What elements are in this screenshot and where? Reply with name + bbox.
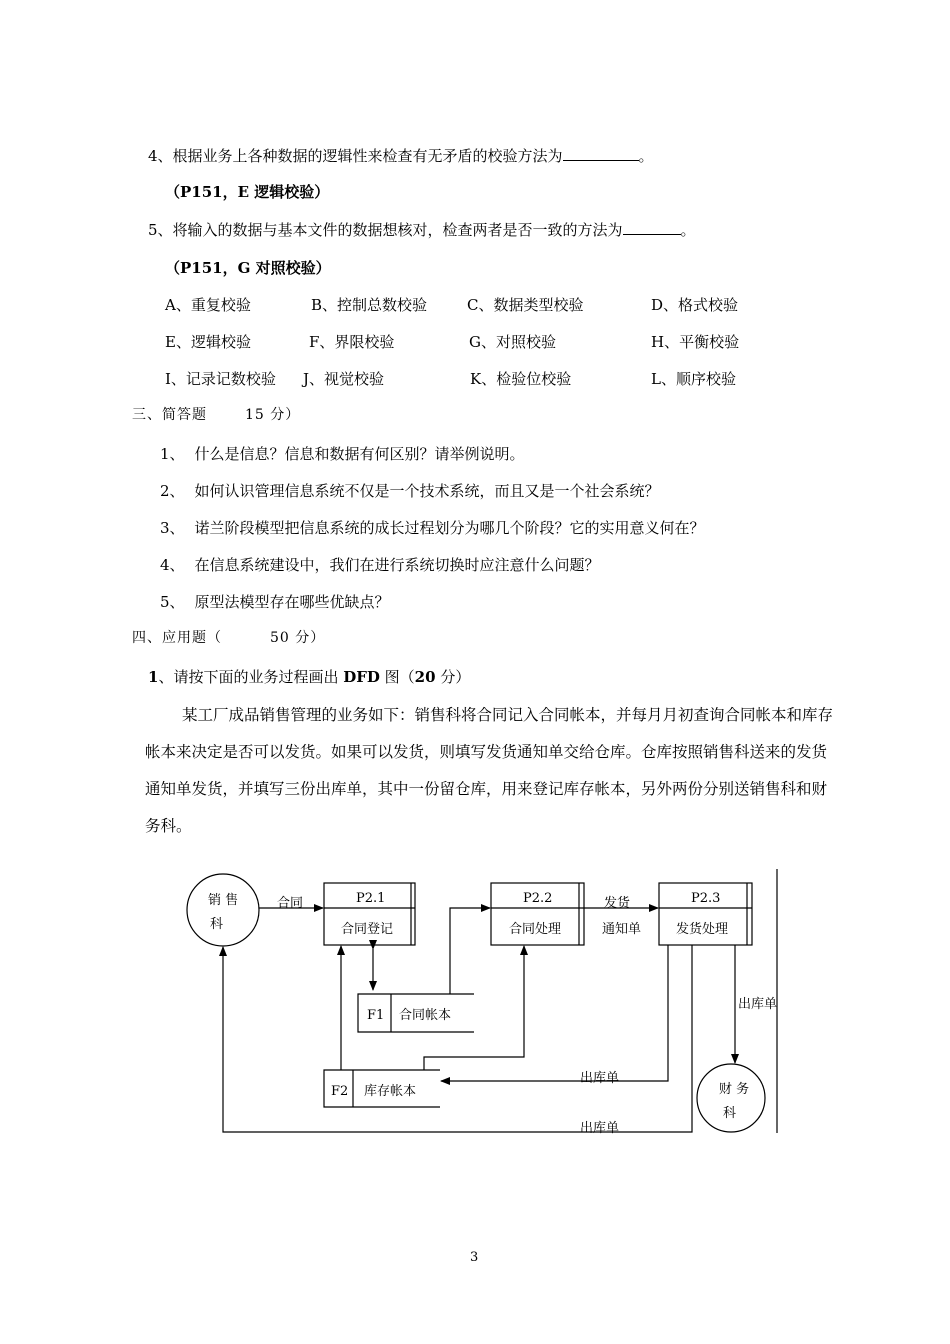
p23-id: P2.3: [691, 891, 721, 906]
option-f: F、界限校验: [309, 333, 395, 351]
question-5-answer: （P151，G 对照校验）: [165, 259, 331, 277]
option-a: A、重复校验: [165, 296, 251, 314]
page-number: 3: [470, 1250, 479, 1265]
ext-sales-label-2: 科: [210, 917, 224, 932]
option-d: D、格式校验: [651, 296, 739, 314]
p22-id: P2.2: [523, 891, 553, 906]
question-5-end: 。: [680, 221, 696, 239]
aq-points: 20: [414, 668, 436, 686]
sq-number: 1、: [160, 445, 185, 463]
flow-out-sales: [223, 945, 692, 1132]
sq-number: 2、: [160, 482, 185, 500]
question-4-text: 4、根据业务上各种数据的逻辑性来检查有无矛盾的校验方法为: [148, 147, 563, 165]
option-i: I、记录记数校验: [165, 370, 276, 388]
sq-text: 诺兰阶段模型把信息系统的成长过程划分为哪几个阶段？它的实用意义何在？: [194, 519, 705, 537]
option-l: L、顺序校验: [651, 370, 736, 388]
flow-out-f2-label: 出库单: [580, 1071, 620, 1086]
question-5-text: 5、将输入的数据与基本文件的数据想核对，检查两者是否一致的方法为: [148, 221, 623, 239]
f2-name: 库存帐本: [364, 1084, 417, 1099]
ext-finance-label-1: 财 务: [719, 1082, 750, 1097]
aq-number: 1: [148, 668, 159, 686]
section-3-title: 三、简答题: [132, 407, 207, 423]
flow-out-sales-label: 出库单: [580, 1121, 620, 1136]
option-h: H、平衡校验: [651, 333, 740, 351]
external-finance-circle: [697, 1064, 765, 1132]
aq-text-pre: 、请按下面的业务过程画出: [158, 668, 344, 686]
ext-sales-label-1: 销 售: [208, 893, 239, 908]
sq-text: 什么是信息？信息和数据有何区别？请举例说明。: [194, 445, 525, 463]
business-description: 某工厂成品销售管理的业务如下：销售科将合同记入合同帐本，并每月月初查询合同帐本和库存帐本来决定是否可以发货。如果可以发货，则填写发货通知单交给仓库。仓库按照销售科送来的发货通知单发货，并填写三份出库单，其中一份留仓库，用来登记库存帐本，另外两份分别送销售科和财务科。: [145, 706, 834, 835]
f1-name: 合同帐本: [399, 1008, 452, 1023]
flow-out-f2: [441, 945, 668, 1081]
option-j: J、视觉校验: [303, 370, 385, 388]
flow-notice-label-1: 发货: [604, 896, 631, 911]
aq-dfd: DFD: [343, 668, 380, 686]
aq-text-post: 分）: [435, 668, 471, 686]
ext-finance-label-2: 科: [723, 1106, 737, 1121]
flow-out-finance-label: 出库单: [738, 997, 778, 1012]
flow-notice-label-2: 通知单: [602, 922, 642, 937]
p21-name: 合同登记: [341, 922, 394, 937]
sq-number: 5、: [160, 593, 185, 611]
question-4-end: 。: [638, 147, 654, 165]
sq-text: 在信息系统建设中，我们在进行系统切换时应注意什么问题？: [194, 556, 600, 574]
option-e: E、逻辑校验: [165, 333, 251, 351]
f2-id: F2: [331, 1084, 349, 1099]
option-c: C、数据类型校验: [467, 296, 584, 314]
sq-number: 4、: [160, 556, 185, 574]
f1-id: F1: [367, 1008, 385, 1023]
flow-contract-label: 合同: [277, 896, 304, 911]
section-4-score: 50 分）: [270, 630, 326, 646]
aq-text-mid: 图（: [379, 668, 415, 686]
external-sales-circle: [187, 874, 259, 946]
section-4-title: 四、应用题（: [132, 630, 222, 646]
p21-id: P2.1: [356, 891, 386, 906]
sq-text: 原型法模型存在哪些优缺点？: [194, 593, 390, 611]
option-b: B、控制总数校验: [311, 296, 428, 314]
section-3-score: 15 分）: [245, 407, 301, 423]
p22-name: 合同处理: [509, 922, 562, 937]
option-g: G、对照校验: [469, 333, 556, 351]
flow-f1-p22: [450, 908, 490, 994]
sq-text: 如何认识管理信息系统不仅是一个技术系统，而且又是一个社会系统？: [194, 482, 660, 500]
sq-number: 3、: [160, 519, 185, 537]
option-k: K、检验位校验: [470, 370, 572, 388]
question-4-answer: （P151，E 逻辑校验）: [165, 183, 330, 201]
p23-name: 发货处理: [676, 922, 729, 937]
